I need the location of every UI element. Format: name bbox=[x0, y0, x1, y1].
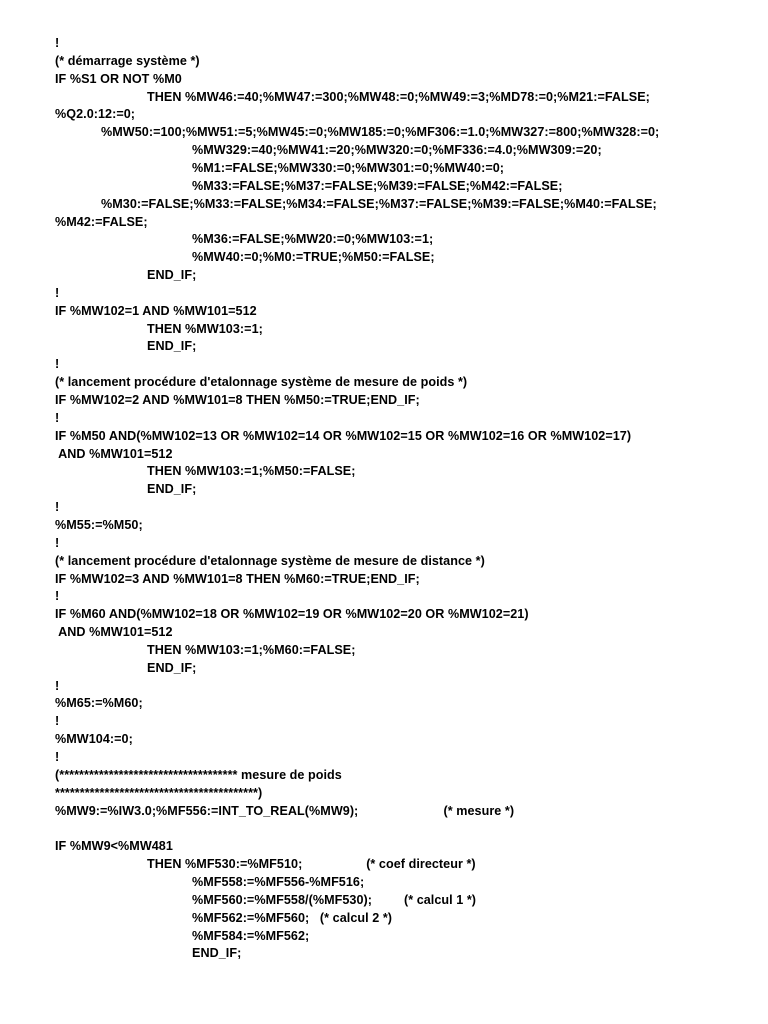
code-line: ! bbox=[55, 500, 60, 515]
code-line: (************************************ mesure de poids bbox=[55, 767, 342, 782]
code-line: THEN %MW103:=1;%M60:=FALSE; bbox=[147, 642, 356, 657]
code-line: IF %S1 OR NOT %M0 bbox=[55, 71, 182, 86]
code-line: ! bbox=[55, 36, 60, 50]
code-line: %MF560:=%MF558/(%MF530); (* calcul 1 *) bbox=[192, 892, 477, 907]
code-line: (* lancement procédure d'etalonnage système de mesure de poids *) bbox=[55, 375, 468, 390]
code-line: THEN %MW103:=1; bbox=[147, 321, 263, 336]
code-line: %M42:=FALSE; bbox=[55, 214, 148, 229]
code-line: END_IF; bbox=[147, 339, 197, 354]
code-line: %M36:=FALSE;%MW20:=0;%MW103:=1; bbox=[192, 232, 434, 247]
code-line: END_IF; bbox=[147, 660, 197, 675]
code-line: %MW104:=0; bbox=[55, 732, 133, 747]
code-line: ! bbox=[55, 535, 60, 550]
code-line: %Q2.0:12:=0; bbox=[55, 107, 136, 122]
code-line: ! bbox=[55, 589, 60, 604]
code-line: (* démarrage système *) bbox=[55, 53, 200, 68]
code-line: END_IF; bbox=[147, 482, 197, 497]
code-line: %MF558:=%MF556-%MF516; bbox=[192, 874, 365, 889]
code-line: ! bbox=[55, 750, 60, 764]
code-line: %MF584:=%MF562; bbox=[192, 928, 310, 943]
code-line: %MW329:=40;%MW41:=20;%MW320:=0;%MF336:=4.0;%MW309:=20; bbox=[192, 143, 602, 158]
code-line: %M65:=%M60; bbox=[55, 696, 143, 711]
code-line: %M55:=%M50; bbox=[55, 517, 143, 532]
code-line: END_IF; bbox=[147, 268, 197, 283]
code-line: IF %M50 AND(%MW102=13 OR %MW102=14 OR %MW102=15 OR %MW102=16 OR %MW102=17) bbox=[55, 428, 632, 443]
code-line: IF %MW102=1 AND %MW101=512 bbox=[55, 303, 257, 318]
code-line: THEN %MW103:=1;%M50:=FALSE; bbox=[147, 464, 356, 479]
code-line: ! bbox=[55, 410, 60, 425]
code-line: *****************************************) bbox=[55, 785, 263, 800]
code-line: THEN %MF530:=%MF510; (* coef directeur *) bbox=[147, 857, 476, 872]
code-line: %M33:=FALSE;%M37:=FALSE;%M39:=FALSE;%M42:=FALSE; bbox=[192, 178, 563, 193]
code-line: %M1:=FALSE;%MW330:=0;%MW301:=0;%MW40:=0; bbox=[192, 160, 505, 175]
code-line: %MF562:=%MF560; (* calcul 2 *) bbox=[192, 910, 393, 925]
code-line: AND %MW101=512 bbox=[55, 625, 173, 640]
code-line: ! bbox=[55, 357, 60, 372]
code-line: (* lancement procédure d'etalonnage système de mesure de distance *) bbox=[55, 553, 485, 568]
code-line: ! bbox=[55, 678, 60, 693]
document-page bbox=[0, 34, 768, 1024]
code-line: ! bbox=[55, 714, 60, 729]
code-line: %MW40:=0;%M0:=TRUE;%M50:=FALSE; bbox=[192, 250, 435, 265]
code-line: AND %MW101=512 bbox=[55, 446, 173, 461]
code-line: %M30:=FALSE;%M33:=FALSE;%M34:=FALSE;%M37:=FALSE;%M39:=FALSE;%M40:=FALSE; bbox=[101, 196, 657, 211]
code-line: END_IF; bbox=[192, 946, 242, 961]
code-line: IF %MW9<%MW481 bbox=[55, 839, 173, 854]
code-line: IF %MW102=2 AND %MW101=8 THEN %M50:=TRUE;END_IF; bbox=[55, 393, 420, 407]
code-line: IF %M60 AND(%MW102=18 OR %MW102=19 OR %MW102=20 OR %MW102=21) bbox=[55, 607, 529, 622]
code-line: IF %MW102=3 AND %MW101=8 THEN %M60:=TRUE;END_IF; bbox=[55, 571, 420, 586]
code-line: %MW9:=%IW3.0;%MF556:=INT_TO_REAL(%MW9); (* mesure *) bbox=[55, 803, 515, 818]
code-line: %MW50:=100;%MW51:=5;%MW45:=0;%MW185:=0;%MF306:=1.0;%MW327:=800;%MW328:=0; bbox=[101, 125, 660, 140]
code-line: THEN %MW46:=40;%MW47:=300;%MW48:=0;%MW49:=3;%MD78:=0;%M21:=FALSE; bbox=[147, 89, 650, 104]
code-line: ! bbox=[55, 285, 60, 300]
